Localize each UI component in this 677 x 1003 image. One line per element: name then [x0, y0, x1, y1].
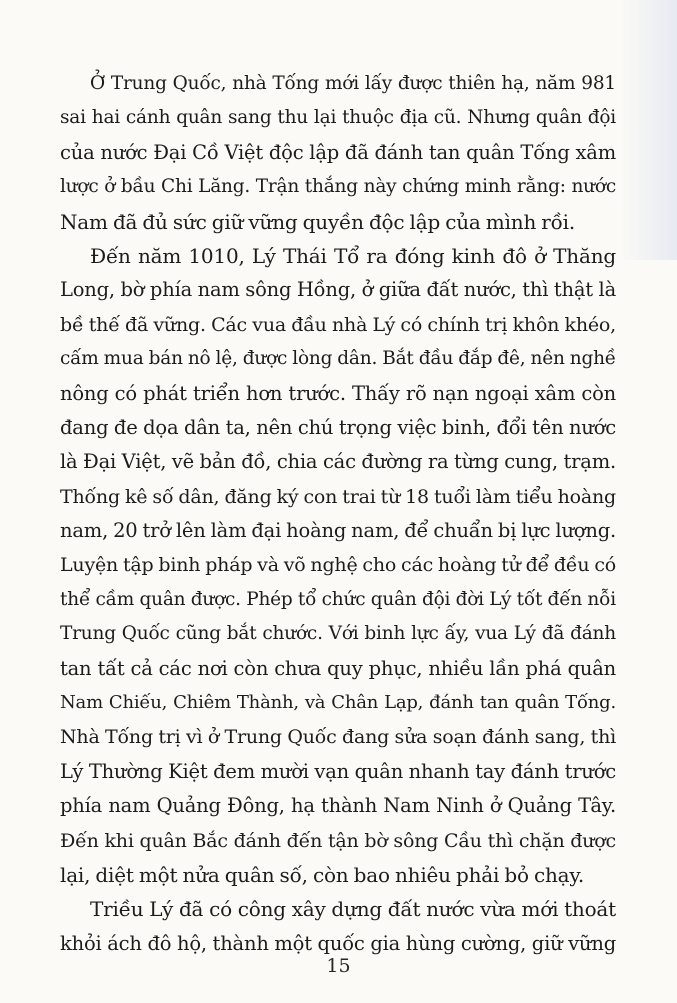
text-line: cấm mua bán nô lệ, được lòng dân. Bắt đầu đắp đê, nên nghề [60, 348, 616, 370]
text-line: Ở Trung Quốc, nhà Tống mới lấy được thiên hạ, năm 981 [90, 73, 616, 94]
text-line: tan tất cả các nơi còn chưa quy phục, nhiều lần phá quân [60, 656, 616, 680]
text-line: Luyện tập binh pháp và võ nghệ cho các hoàng tử để đều có [60, 554, 616, 577]
text-line: là Đại Việt, vẽ bản đồ, chia các đường ra từng cung, trạm. [60, 450, 616, 474]
text-line: Long, bờ phía nam sông Hồng, ở giữa đất nước, thì thật là [60, 278, 616, 302]
text-line: Lý Thường Kiệt đem mười vạn quân nhanh tay đánh trước [60, 759, 616, 783]
text-line: đang đe dọa dân ta, nên chú trọng việc binh, đổi tên nước [60, 415, 616, 439]
text-line: Nam Chiếu, Chiêm Thành, và Chân Lạp, đánh tan quân Tống. [60, 692, 616, 714]
text-line: Thống kê số dân, đăng ký con trai từ 18 tuổi làm tiểu hoàng [60, 485, 616, 508]
text-line: nam, 20 trở lên làm đại hoàng nam, để chuẩn bị lực lượng. [60, 519, 616, 543]
text-line: thể cầm quân được. Phép tổ chức quân đội đời Lý tốt đến nỗi [60, 588, 616, 610]
body-text [60, 67, 616, 961]
text-line: của nước Đại Cồ Việt độc lập đã đánh tan quân Tống xâm [60, 140, 616, 164]
page-number: 15 [326, 955, 351, 977]
page-edge-shadow [619, 0, 677, 260]
text-line: khỏi ách đô hộ, thành một quốc gia hùng cường, giữ vững [60, 931, 616, 955]
text-line: Triều Lý đã có công xây dựng đất nước vừa mới thoát [90, 897, 616, 922]
text-line: lược ở bầu Chi Lăng. Trận thắng này chứng minh rằng: nước [60, 176, 616, 198]
text-line: lại, diệt một nửa quân số, còn bao nhiêu phải bỏ chạy. [60, 862, 584, 887]
text-line: Đến năm 1010, Lý Thái Tổ ra đóng kinh đô ở Thăng [90, 243, 616, 268]
text-line: bề thế đã vững. Các vua đầu nhà Lý có chính trị khôn khéo, [60, 313, 616, 336]
text-line: nông có phát triển hơn trước. Thấy rõ nạn ngoại xâm còn [60, 381, 616, 405]
text-line: sai hai cánh quân sang thu lại thuộc địa cũ. Nhưng quân đội [60, 107, 616, 129]
text-line: Nam đã đủ sức giữ vững quyền độc lập của mình rồi. [60, 209, 576, 234]
text-line: Đến khi quân Bắc đánh đến tận bờ sông Cầu thì chặn được [60, 829, 616, 852]
text-line: Trung Quốc cũng bắt chước. Với binh lực ấy, vua Lý đã đánh [60, 623, 616, 645]
text-line: phía nam Quảng Đông, hạ thành Nam Ninh ở Quảng Tây. [60, 794, 616, 818]
text-line: Nhà Tống trị vì ở Trung Quốc đang sửa soạn đánh sang, thì [60, 726, 616, 749]
